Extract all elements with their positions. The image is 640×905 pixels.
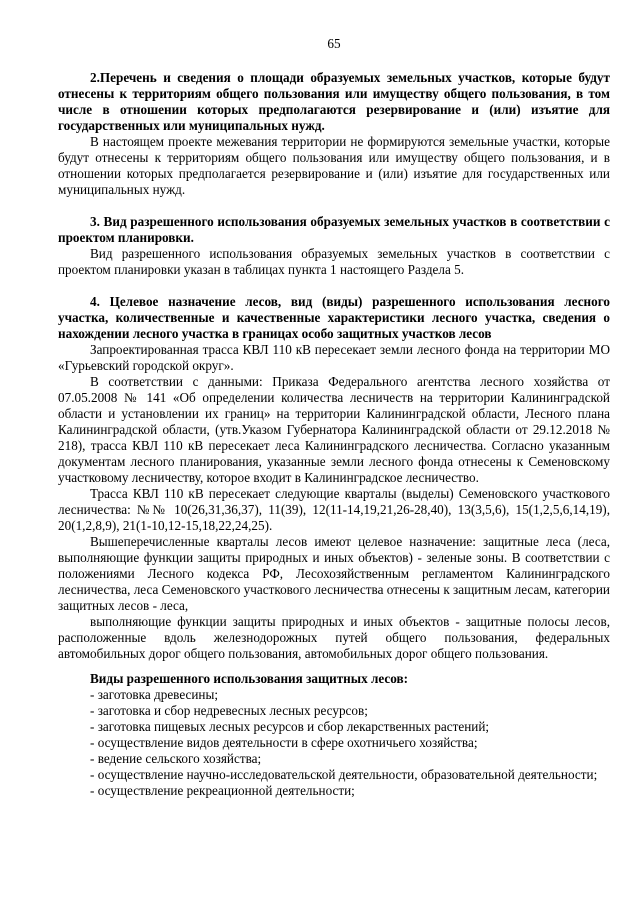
section-4-paragraph-route: Запроектированная трасса КВЛ 110 кВ пересекает земли лесного фонда на территории МО «Гурьевский городской округ». [58, 342, 610, 373]
section-4-paragraph-quarters: Трасса КВЛ 110 кВ пересекает следующие кварталы (выделы) Семеновского участкового лесничества: №№ 10(26,31,36,37), 11(39), 12(11-14,19,21,26-28,40), 13(3,5,6), 15(1,2,5,6,14,19), 20(1,2,8,9), 21(1-10,12-15,18,22,24,25). [58, 486, 610, 533]
list-item: - осуществление видов деятельности в сфере охотничьего хозяйства; [90, 735, 478, 750]
list-item: - заготовка пищевых лесных ресурсов и сбор лекарственных растений; [90, 719, 490, 734]
list-item: - заготовка древесины; [90, 687, 218, 702]
section-3-paragraph: Вид разрешенного использования образуемых земельных участков в соответствии с проектом планировки указан в таблицах пункта 1 настоящего Раздела 5. [58, 246, 610, 277]
section-2-paragraph: В настоящем проекте межевания территории не формируются земельные участки, которые будут отнесены к территориям общего пользования или имуществу общего пользования, и в отношении которых предполагается резервирование и (или) изъятие для государственных или муниципальных нужд. [58, 134, 610, 197]
section-4-paragraph-protection: выполняющие функции защиты природных и иных объектов - защитные полосы лесов, расположенные вдоль железнодорожных путей общего пользования, федеральных автомобильных дорог общего пользования, автомобильных дорог общего пользования. [58, 614, 610, 661]
list-item: - осуществление рекреационной деятельности; [90, 783, 355, 798]
list-item: - ведение сельского хозяйства; [90, 751, 262, 766]
permitted-uses-list [58, 687, 610, 799]
section-2-heading: 2.Перечень и сведения о площади образуемых земельных участков, которые будут отнесены к территориям общего пользования или имуществу общего пользования, в том числе в отношении которых предполагаются резервирование и (или) изъятие для государственных или муниципальных нужд. [58, 70, 610, 133]
section-4-paragraph-sources: В соответствии с данными: Приказа Федерального агентства лесного хозяйства от 07.05.2008 № 141 «Об определении количества лесничеств на территории Калининградской области и установлении их границ» на территории Калининградской области, Лесного плана Калининградской области, (утв.Указом Губернатора Калининградской области от 29.12.2018 № 218), трасса КВЛ 110 кВ пересекает леса Калининградского лесничества. Согласно указанным документам лесного планирования, указанные земли лесного фонда отнесены к Семеновскому участковому лесничеству, которое входит в Калининградское лесничество. [58, 374, 610, 485]
list-item: - осуществление научно-исследовательской деятельности, образовательной деятельности; [90, 767, 598, 782]
permitted-uses-heading: Виды разрешенного использования защитных лесов: [90, 671, 409, 686]
page-number: 65 [327, 36, 341, 51]
section-4-paragraph-purpose: Вышеперечисленные кварталы лесов имеют целевое назначение: защитные леса (леса, выполняющие функции защиты природных и иных объектов) - зеленые зоны. В соответствии с положениями Лесного кодекса РФ, Лесохозяйственным регламентом Калининградского лесничества, леса Семеновского участкового лесничества отнесены к защитным лесам, категории защитных лесов - леса, [58, 534, 610, 613]
section-4-heading: 4. Целевое назначение лесов, вид (виды) разрешенного использования лесного участка, количественные и качественные характеристики лесного участка, сведения о нахождении лесного участка в границах особо защитных участков лесов [58, 294, 610, 341]
list-item: - заготовка и сбор недревесных лесных ресурсов; [90, 703, 368, 718]
section-3-heading: 3. Вид разрешенного использования образуемых земельных участков в соответствии с проектом планировки. [58, 214, 610, 245]
